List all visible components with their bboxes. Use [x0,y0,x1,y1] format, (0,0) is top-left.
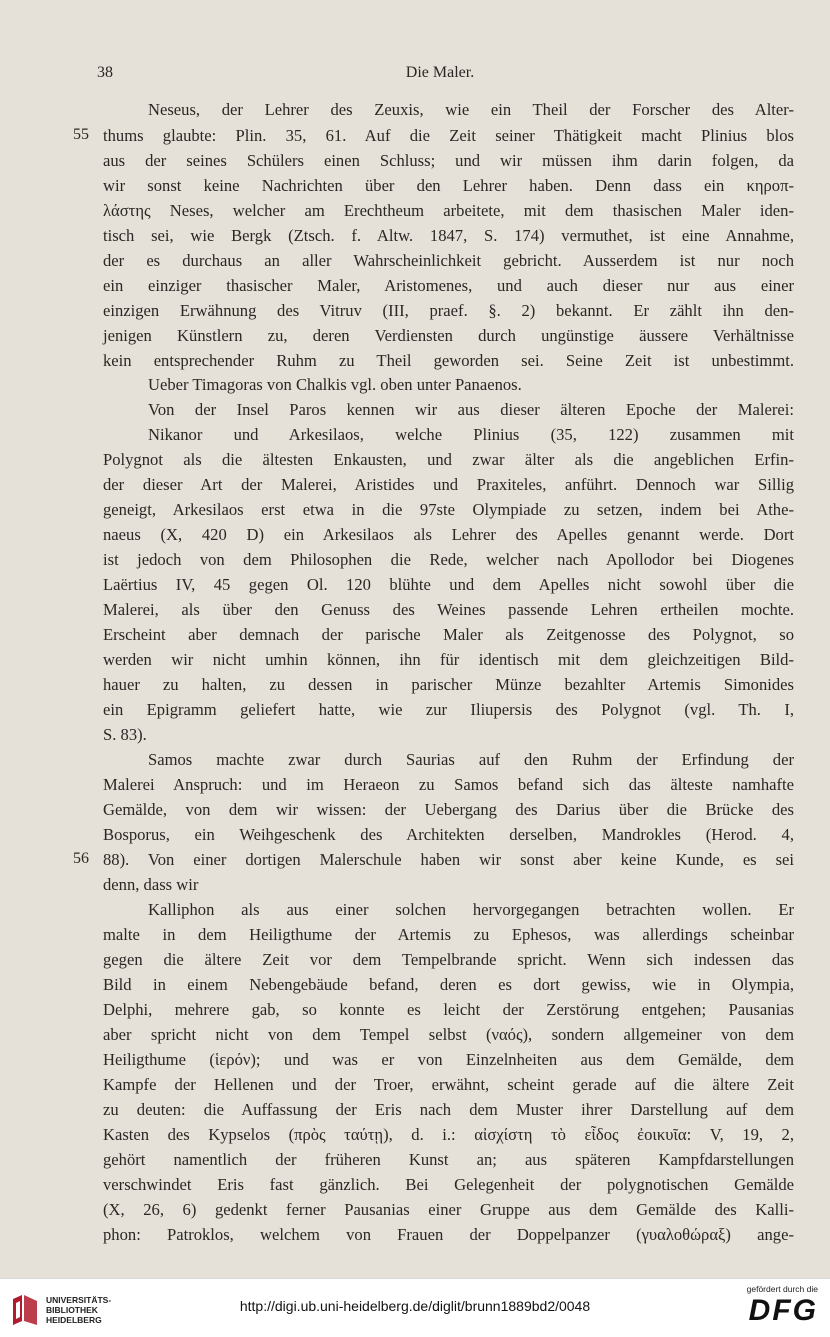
text-line: Bild in einem Nebengebäude befand, deren es dort gewiss, wie in Olympia, [103,975,794,994]
text-line: aus der seines Schülers einen Schluss; und wir müssen ihm darin folgen, da [103,151,794,170]
text-line: Malerei, als über den Genuss des Weines passende Lehren ertheilen mochte. [103,600,794,619]
permalink-url[interactable]: http://digi.ub.uni-heidelberg.de/diglit/brunn1889bd2/0048 [239,1298,591,1314]
text-line: zu deuten: die Auffassung der Eris nach dem Muster ihrer Darstellung auf dem [103,1100,794,1119]
text-line: der dieser Art der Malerei, Aristides und Praxiteles, anführt. Dennoch war Sillig [103,475,794,494]
dfg-logo-text: DFG [748,1294,818,1327]
text-line: ist jedoch von dem Philosophen die Rede, welcher nach Apollodor bei Diogenes [103,550,794,569]
text-line: λάστης Neses, welcher am Erechtheum arbeitete, mit dem thasischen Maler iden- [103,201,794,220]
text-line: wir sonst keine Nachrichten über den Lehrer haben. Denn dass ein κηροπ- [103,176,794,195]
text-line: Polygnot als die ältesten Enkausten, und zwar älter als die angeblichen Erfin- [103,450,794,469]
text-line: naeus (X, 420 D) ein Arkesilaos als Lehrer des Apelles genannt werde. Dort [103,525,794,544]
page-number: 38 [97,64,113,81]
text-line: Laërtius IV, 45 gegen Ol. 120 blühte und dem Apelles nicht sowohl über die [103,575,794,594]
text-line: Nikanor und Arkesilaos, welche Plinius (35, 122) zusammen mit [148,425,794,444]
dfg-caption: gefördert durch die [746,1284,818,1294]
margin-number: 55 [73,126,89,143]
text-line: Von der Insel Paros kennen wir aus dieser älteren Epoche der Malerei: [148,400,794,419]
text-line: Bosporus, ein Weihgeschenk des Architekten derselben, Mandrokles (Herod. 4, [103,825,794,844]
text-line: gehört namentlich der früheren Kunst an; aus späteren Kampfdarstellungen [103,1150,794,1169]
text-line: Ueber Timagoras von Chalkis vgl. oben unter Panaenos. [148,375,522,394]
text-line: ein Epigramm geliefert hatte, wie zur Iliupersis des Polygnot (vgl. Th. I, [103,700,794,719]
text-line: aber spricht nicht von dem Tempel selbst (ναός), sondern allgemeiner von dem [103,1025,794,1044]
text-line: Erscheint aber demnach der parische Maler als Zeitgenosse des Polygnot, so [103,625,794,644]
running-title: Die Maler. [405,64,475,81]
text-line: (X, 26, 6) gedenkt ferner Pausanias einer Gruppe aus dem Gemälde des Kalli- [103,1200,794,1219]
text-line: Gemälde, von dem wir wissen: der Uebergang des Darius über die Brücke des [103,800,794,819]
text-line: Kalliphon als aus einer solchen hervorgegangen betrachten wollen. Er [148,900,794,919]
text-line: hauer zu halten, zu dessen in parischer Münze bezahlter Artemis Simonides [103,675,794,694]
text-line: kein entsprechender Ruhm zu Theil geworden sei. Seine Zeit ist unbestimmt. [103,351,794,370]
text-line: 88). Von einer dortigen Malerschule haben wir sonst aber keine Kunde, es sei [103,850,794,869]
text-line: jenigen Künstlern zu, deren Verdiensten durch ungünstige äussere Verhältnisse [103,326,794,345]
library-name: UNIVERSITÄTS- BIBLIOTHEK HEIDELBERG [46,1295,112,1325]
text-line: geneigt, Arkesilaos erst etwa in die 97ste Olympiade zu setzen, indem bei Athe- [103,500,794,519]
text-line: Malerei Anspruch: und im Heraeon zu Samos befand sich das älteste namhafte [103,775,794,794]
text-line: Heiligthume (ἱερόν); und was er von Einzelnheiten aus dem Gemälde, dem [103,1050,794,1069]
text-line: Neseus, der Lehrer des Zeuxis, wie ein Theil der Forscher des Alter- [148,100,794,119]
text-line: thums glaubte: Plin. 35, 61. Auf die Zeit seiner Thätigkeit macht Plinius blos [103,126,794,145]
text-line: malte in dem Heiligthume der Artemis zu Ephesos, was allerdings scheinbar [103,925,794,944]
text-line: Kampfe der Hellenen und der Troer, erwähnt, scheint gerade auf die ältere Zeit [103,1075,794,1094]
text-line: der es durchaus an aller Wahrscheinlichkeit gebricht. Ausserdem ist nur noch [103,251,794,270]
margin-number: 56 [73,850,89,867]
viewer-footer [0,1278,830,1337]
text-line: Kasten des Kypselos (πρὸς ταύτῃ), d. i.: αἰσχίστη τὸ εἶδος ἐοικυῖα: V, 19, 2, [103,1125,794,1144]
text-line: Samos machte zwar durch Saurias auf den Ruhm der Erfindung der [148,750,794,769]
dfg-funding-logo[interactable] [726,1284,818,1334]
text-line: ein einziger thasischer Maler, Aristomenes, und auch dieser nur aus einer [103,276,794,295]
text-line: gegen die ältere Zeit vor dem Tempelbrande spricht. Wenn sich indessen das [103,950,794,969]
text-line: verschwindet Eris fast gänzlich. Bei Gelegenheit der polygnotischen Gemälde [103,1175,794,1194]
text-line: Delphi, mehrere gab, so konnte es leicht der Zerstörung entgehen; Pausanias [103,1000,794,1019]
text-line: werden wir nicht umhin können, ihn für identisch mit dem gleichzeitigen Bild- [103,650,794,669]
text-line: tisch sei, wie Bergk (Ztsch. f. Altw. 1847, S. 174) vermuthet, ist eine Annahme, [103,226,794,245]
text-line: phon: Patroklos, welchem von Frauen der Doppelpanzer (γυαλοθώραξ) ange- [103,1225,794,1244]
text-line: einzigen Erwähnung des Vitruv (III, praef. §. 2) bekannt. Er zählt ihn den- [103,301,794,320]
text-line: denn, dass wir [103,875,199,894]
text-line: S. 83). [103,725,147,744]
